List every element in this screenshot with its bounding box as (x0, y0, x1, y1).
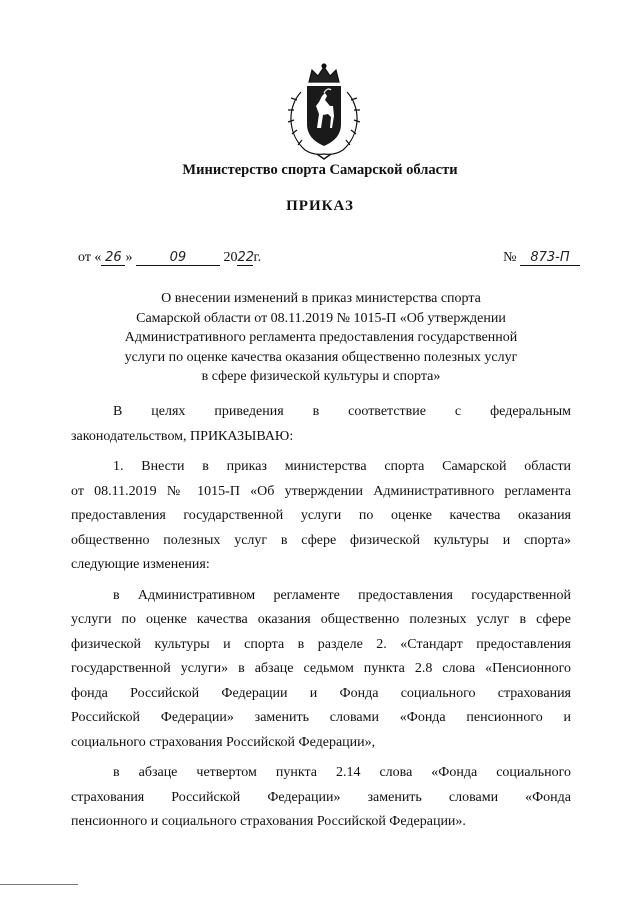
date-day-close: » (125, 250, 133, 265)
paragraph-2-line: от 08.11.2019 № 1015-П «Об утверждении Административного регламента (71, 483, 571, 499)
paragraph-1-line: В целях приведения в соответствие с федеральным (113, 404, 571, 419)
subject-line: услуги по оценке качества оказания общественно полезных услуг (124, 349, 518, 365)
paragraph-3-line: услуги по оценке качества оказания общественно полезных услуг в сфере (71, 612, 571, 627)
order-subject (100, 289, 542, 387)
subject-line: Самарской области от 08.11.2019 № 1015-П «Об утверждении (136, 310, 506, 326)
date-year-handwritten: 22 (237, 250, 254, 265)
date-year-end: г. (253, 250, 262, 265)
paragraph-3-line: фонда Российской Федерации и Фонда социального страхования (71, 685, 571, 701)
subject-line: в сфере физической культуры и спорта» (201, 369, 441, 385)
paragraph-2-line: 1. Внести в приказ министерства спорта Самарской области (113, 459, 571, 474)
subject-line: О внесении изменений в приказ министерства спорта (161, 291, 481, 306)
paragraph-4-line: страхования Российской Федерации» заменить словами «Фонда (71, 789, 571, 805)
paragraph-3-line: государственной услуги» в абзаце седьмом пункта 2.8 слова «Пенсионного (71, 661, 571, 676)
date-month-handwritten: 09 (136, 251, 220, 266)
ministry-name: Министерство спорта Самарской области (182, 162, 458, 178)
paragraph-3-line: физической культуры и спорта в разделе 2. «Стандарт предоставления (71, 636, 571, 652)
order-body (71, 400, 571, 835)
number-label: № (503, 250, 517, 265)
document-type-title: ПРИКАЗ (286, 198, 354, 214)
subject-line: Административного регламента предоставления государственной (124, 330, 518, 346)
paragraph-4-line: в абзаце четвертом пункта 2.14 слова «Фонда социального (113, 765, 571, 780)
order-date-line (78, 250, 261, 266)
paragraph-3-line: социального страхования Российской Федерации», (71, 734, 376, 750)
order-number-handwritten: 873-П (520, 251, 580, 266)
paragraph-3-line: Российской Федерации» заменить словами «Фонда пенсионного и (71, 710, 571, 725)
samara-coat-of-arms-icon (281, 62, 367, 160)
paragraph-1-line: законодательством, ПРИКАЗЫВАЮ: (71, 428, 294, 444)
date-prefix: от « (78, 250, 102, 265)
paragraph-4-line: пенсионного и социального страхования Российской Федерации». (71, 814, 466, 829)
order-number-line (503, 250, 580, 266)
paragraph-3-line: в Административном регламенте предоставления государственной (113, 587, 571, 603)
paragraph-2-line: общественно полезных услуг в сфере физической культуры и спорта» (71, 532, 571, 548)
date-day-handwritten: 26 (101, 251, 125, 266)
date-year-prefix: 20 (223, 250, 238, 265)
paragraph-2-line: предоставления государственной услуги по оценке качества оказания (71, 508, 571, 523)
footer-separator-line (0, 884, 78, 885)
paragraph-2-line: следующие изменения: (71, 557, 210, 572)
